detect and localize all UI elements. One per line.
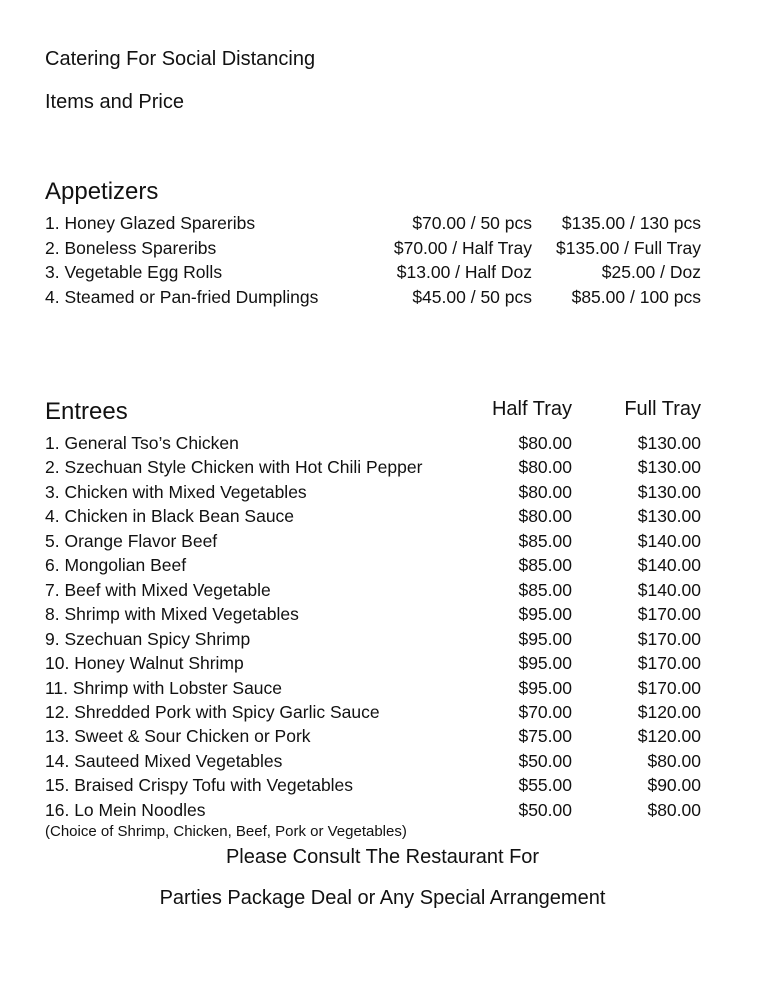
- entree-half-price: $95.00: [518, 653, 572, 674]
- page-title: Catering For Social Distancing: [45, 48, 316, 70]
- entree-row: [0, 578, 765, 602]
- entree-half-price: $70.00: [518, 701, 572, 722]
- entree-row: [0, 602, 765, 626]
- entree-name: 4. Chicken in Black Bean Sauce: [45, 506, 295, 527]
- appetizer-price-large: $85.00 / 100 pcs: [571, 286, 701, 307]
- appetizer-price-small: $70.00 / 50 pcs: [412, 213, 532, 233]
- entree-name: 11. Shrimp with Lobster Sauce: [45, 677, 283, 698]
- entree-full-price: $120.00: [637, 701, 701, 722]
- entree-half-price: $95.00: [518, 628, 572, 649]
- appetizer-price-large: $135.00 / Full Tray: [556, 237, 701, 258]
- appetizer-name: 1. Honey Glazed Spareribs: [45, 213, 256, 233]
- appetizer-price-large: $135.00 / 130 pcs: [561, 213, 701, 233]
- footer-line-1: Please Consult The Restaurant For: [225, 846, 540, 868]
- entree-row: [0, 529, 765, 553]
- appetizer-price-large: $25.00 / Doz: [601, 262, 701, 282]
- entree-full-price: $170.00: [637, 628, 701, 649]
- entree-name: 12. Shredded Pork with Spicy Garlic Sauce: [45, 701, 380, 722]
- entree-name: 16. Lo Mein Noodles: [45, 799, 206, 820]
- entree-half-price: $85.00: [518, 579, 572, 600]
- appetizer-row: [0, 260, 765, 284]
- entree-row: [0, 627, 765, 651]
- entree-full-price: $170.00: [637, 653, 701, 674]
- entree-full-price: $120.00: [637, 726, 701, 747]
- entree-name: 9. Szechuan Spicy Shrimp: [45, 628, 251, 649]
- entree-full-price: $170.00: [637, 677, 701, 698]
- entree-name: 2. Szechuan Style Chicken with Hot Chili Pepper: [45, 457, 423, 478]
- entree-half-price: $55.00: [518, 775, 572, 796]
- entree-full-price: $140.00: [637, 555, 701, 576]
- appetizer-row: [0, 236, 765, 260]
- entree-name: 13. Sweet & Sour Chicken or Pork: [45, 726, 311, 747]
- entree-row: [0, 455, 765, 479]
- appetizer-row: [0, 285, 765, 309]
- appetizer-price-small: $45.00 / 50 pcs: [412, 286, 532, 307]
- entree-half-price: $75.00: [518, 726, 572, 747]
- entree-row: [0, 724, 765, 748]
- entree-full-price: $90.00: [647, 775, 701, 796]
- entree-full-price: $130.00: [637, 481, 701, 502]
- entree-full-price: $80.00: [647, 750, 701, 771]
- entree-name: 1. General Tso’s Chicken: [45, 433, 239, 453]
- appetizer-price-small: $70.00 / Half Tray: [393, 237, 532, 258]
- entree-full-price: $130.00: [637, 457, 701, 478]
- entree-row: [0, 749, 765, 773]
- appetizer-name: 4. Steamed or Pan-fried Dumplings: [45, 286, 319, 307]
- entree-row: [0, 676, 765, 700]
- entree-half-price: $95.00: [518, 604, 572, 625]
- entree-full-price: $170.00: [637, 604, 701, 625]
- entree-half-price: $85.00: [518, 555, 572, 576]
- appetizer-name: 2. Boneless Spareribs: [45, 237, 217, 258]
- entree-name: 8. Shrimp with Mixed Vegetables: [45, 604, 299, 625]
- lo-mein-note: (Choice of Shrimp, Chicken, Beef, Pork or Vegetables): [45, 823, 407, 840]
- entree-row: [0, 431, 765, 455]
- entree-half-price: $50.00: [518, 750, 572, 771]
- entree-name: 7. Beef with Mixed Vegetable: [45, 579, 271, 600]
- entree-full-price: $80.00: [647, 799, 701, 820]
- entree-full-price: $130.00: [637, 433, 701, 453]
- entree-half-price: $85.00: [518, 530, 572, 551]
- entree-half-price: $95.00: [518, 677, 572, 698]
- entree-row: [0, 553, 765, 577]
- entree-row: [0, 504, 765, 528]
- entree-name: 10. Honey Walnut Shrimp: [45, 653, 244, 674]
- entree-row: [0, 773, 765, 797]
- entree-half-price: $80.00: [518, 481, 572, 502]
- entree-full-price: $140.00: [637, 530, 701, 551]
- entree-row: [0, 651, 765, 675]
- entree-half-price: $80.00: [518, 506, 572, 527]
- entree-full-price: $130.00: [637, 506, 701, 527]
- appetizer-row: [0, 211, 765, 235]
- entrees-heading: Entrees: [45, 398, 128, 425]
- entree-row: [0, 480, 765, 504]
- entree-name: 15. Braised Crispy Tofu with Vegetables: [45, 775, 354, 796]
- entree-half-price: $80.00: [518, 433, 572, 453]
- appetizer-name: 3. Vegetable Egg Rolls: [45, 262, 223, 282]
- appetizers-heading: Appetizers: [45, 178, 159, 205]
- entree-row: [0, 798, 765, 822]
- half-tray-column-header: Half Tray: [491, 398, 572, 420]
- appetizer-price-small: $13.00 / Half Doz: [396, 262, 532, 282]
- page-subtitle: Items and Price: [45, 91, 184, 113]
- entree-name: 3. Chicken with Mixed Vegetables: [45, 481, 307, 502]
- entree-half-price: $50.00: [518, 799, 572, 820]
- entree-name: 5. Orange Flavor Beef: [45, 530, 218, 551]
- entree-half-price: $80.00: [518, 457, 572, 478]
- entree-row: [0, 700, 765, 724]
- entree-name: 14. Sauteed Mixed Vegetables: [45, 750, 283, 771]
- entree-name: 6. Mongolian Beef: [45, 555, 187, 576]
- footer-line-2: Parties Package Deal or Any Special Arrangement: [159, 887, 606, 909]
- entree-full-price: $140.00: [637, 579, 701, 600]
- full-tray-column-header: Full Tray: [624, 398, 701, 420]
